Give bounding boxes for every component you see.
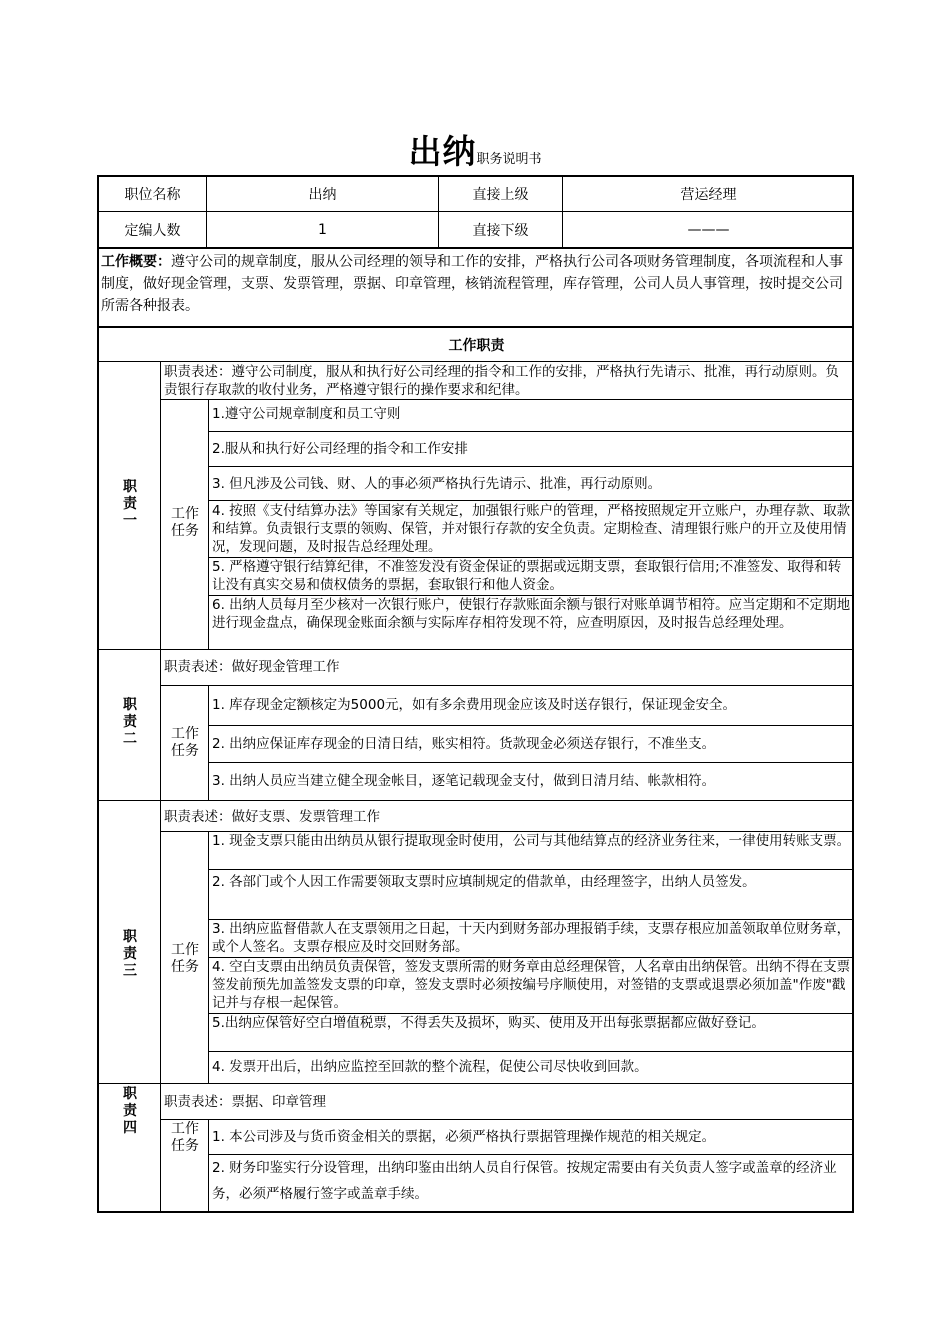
divider	[161, 685, 854, 686]
divider	[209, 762, 854, 763]
duty-1-statement: 职责表述：遵守公司制度，服从和执行好公司经理的指令和工作的安排，严格执行先请示、批准，再行动原则。负责银行存取款的收付业务，严格遵守银行的操作要求和纪律。	[164, 364, 839, 398]
duty-3-task: 4. 空白支票由出纳员负责保管，签发支票所需的财务章由总经理保管，人名章由出纳保管。出纳不得在支票签发前预先加盖签发支票的印章，签发支票时必须按编号序顺使用，对签错的支票或退票必须加盖"作废"戳记并与存根一起保管。	[212, 959, 851, 1011]
document-title	[0, 126, 950, 173]
divider	[209, 500, 854, 501]
subordinate-value: ———	[687, 221, 730, 238]
duty-3-statement: 职责表述：做好支票、发票管理工作	[164, 809, 380, 825]
divider	[99, 800, 854, 801]
divider	[209, 725, 854, 726]
duty-2-statement: 职责表述：做好现金管理工作	[164, 659, 340, 675]
subordinate-label: 直接下级	[472, 222, 529, 239]
duty-1-task: 6. 出纳人员每月至少核对一次银行账户，使银行存款账面余额与银行对账单调节相符。应当定期和不定期地进行现金盘点，确保现金账面余额与实际库存相符发现不符，应查明原因，及时报告总经理处理。	[212, 597, 851, 631]
work-summary	[99, 251, 854, 317]
title-sub: 职务说明书	[476, 152, 542, 167]
divider	[161, 399, 854, 400]
divider	[99, 1083, 854, 1084]
duty-2-task: 1. 库存现金定额核定为5000元，如有多余费用现金应该及时送存银行，保证现金安全。	[212, 697, 737, 713]
duty-2-task-label: 工作任务	[171, 726, 199, 759]
divider	[99, 361, 854, 362]
duty-2-task: 2. 出纳应保证库存现金的日清日结，账实相符。货款现金必须送存银行，不准坐支。	[212, 736, 716, 752]
divider	[161, 1119, 854, 1120]
title-main: 出纳	[408, 132, 477, 171]
duty-3-label: 职责三	[123, 929, 137, 979]
duty-3-task: 5.出纳应保管好空白增值税票，不得丢失及损坏，购买、使用及开出每张票据都应做好登记。	[212, 1015, 765, 1031]
duty-4-task-label: 工作任务	[171, 1121, 199, 1154]
duty-3-task: 2. 各部门或个人因工作需要领取支票时应填制规定的借款单，由经理签字，出纳人员签发。	[212, 874, 756, 890]
duties-heading: 工作职责	[448, 337, 505, 354]
position-name-value: 出纳	[308, 187, 337, 203]
divider	[209, 1051, 854, 1052]
duty-4-label: 职责四	[123, 1086, 137, 1136]
superior-value: 营运经理	[680, 187, 737, 203]
duty-3-task: 4. 发票开出后，出纳应监控至回款的整个流程，促使公司尽快收到回款。	[212, 1059, 648, 1075]
superior-label: 直接上级	[472, 187, 529, 203]
duty-2-label: 职责二	[123, 697, 137, 747]
position-name-label: 职位名称	[124, 187, 181, 203]
duty-2-task: 3. 出纳人员应当建立健全现金帐目，逐笔记载现金支付，做到日清月结、帐款相符。	[212, 773, 716, 789]
divider	[209, 466, 854, 467]
summary-label: 工作概要：	[101, 254, 171, 270]
divider	[99, 649, 854, 650]
summary-text: 遵守公司的规章制度，服从公司经理的领导和工作的安排，严格执行公司各项财务管理制度，各项流程和人事制度，做好现金管理，支票、发票管理，票据、印章管理，核销流程管理，库存管理，公司人员人事管理，按时提交公司所需各种报表。	[101, 254, 843, 314]
duty-4-statement: 职责表述：票据、印章管理	[164, 1094, 326, 1110]
headcount-value: 1	[318, 221, 327, 238]
duty-4-task: 2. 财务印鉴实行分设管理，出纳印鉴由出纳人员自行保管。按规定需要由有关负责人签字或盖章的经济业务，必须严格履行签字或盖章手续。	[212, 1160, 837, 1202]
duty-1-task: 2.服从和执行好公司经理的指令和工作安排	[212, 441, 468, 457]
job-description-form	[97, 175, 854, 1213]
headcount-label: 定编人数	[124, 222, 181, 239]
divider	[99, 247, 854, 249]
duty-1-task: 5. 严格遵守银行结算纪律，不准签发没有资金保证的票据或远期支票，套取银行信用;不准签发、取得和转让没有真实交易和债权债务的票据，套取银行和他人资金。	[212, 559, 842, 593]
duty-3-task: 3. 出纳应监督借款人在支票领用之日起，十天内到财务部办理报销手续，支票存根应加盖领取单位财务章，或个人签名。支票存根应及时交回财务部。	[212, 921, 851, 955]
divider	[209, 431, 854, 432]
duty-1-task-label: 工作任务	[171, 506, 199, 539]
divider	[209, 869, 854, 870]
duty-1-task: 4. 按照《支付结算办法》等国家有关规定，加强银行账户的管理，严格按照规定开立账户，办理存款、取款和结算。负责银行支票的领购、保管，并对银行存款的安全负责。定期检查、清理银行账户的开立及使用情况，发现问题，及时报告总经理处理。	[212, 503, 851, 555]
duty-1-label: 职责一	[123, 479, 137, 529]
duty-1-task: 1.遵守公司规章制度和员工守则	[212, 406, 401, 422]
duty-3-task: 1. 现金支票只能由出纳员从银行提取现金时使用，公司与其他结算点的经济业务往来，一律使用转账支票。	[212, 833, 851, 849]
divider	[160, 361, 161, 1213]
duty-1-task: 3. 但凡涉及公司钱、财、人的事必须严格执行先请示、批准，再行动原则。	[212, 476, 662, 492]
duty-4-task: 1. 本公司涉及与货币资金相关的票据，必须严格执行票据管理操作规范的相关规定。	[212, 1129, 716, 1145]
duty-3-task-label: 工作任务	[171, 942, 199, 975]
